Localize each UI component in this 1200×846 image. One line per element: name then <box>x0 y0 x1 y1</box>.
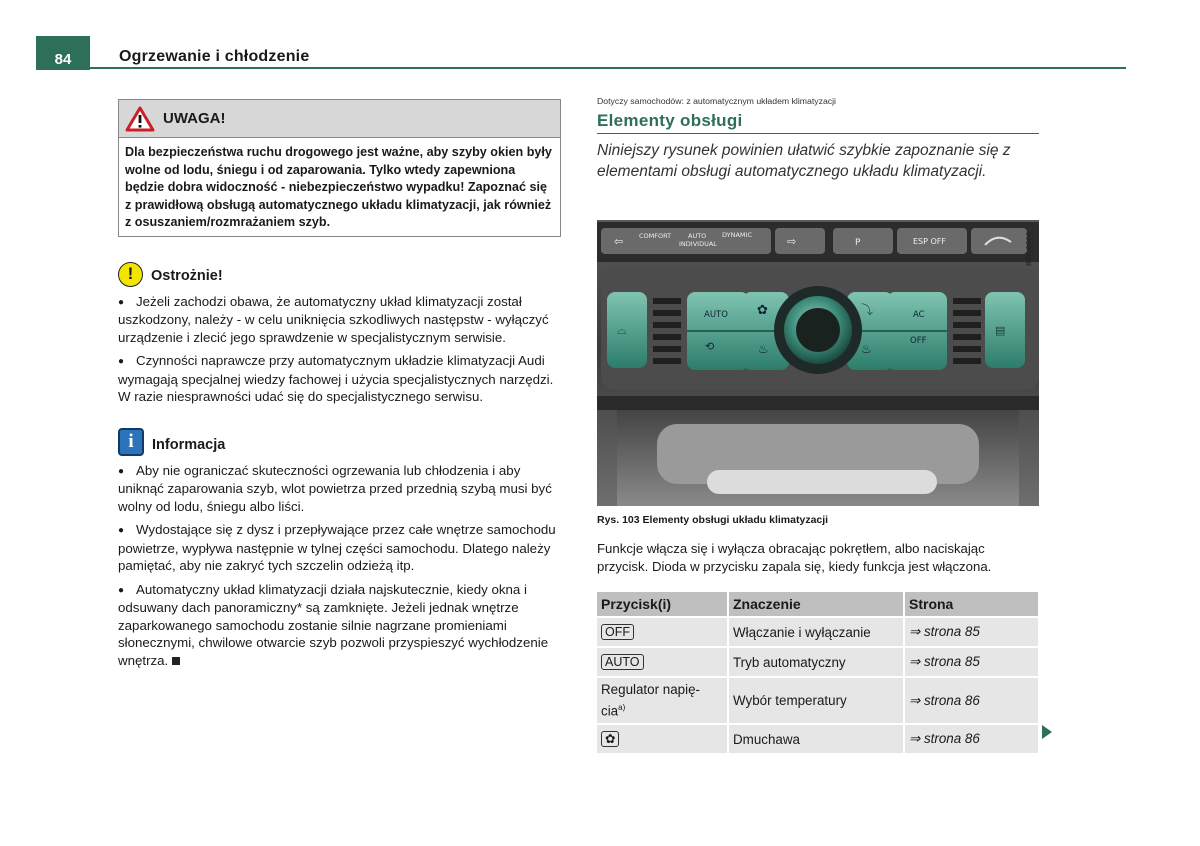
warning-title: UWAGA! <box>163 109 226 127</box>
continue-arrow-icon <box>1042 725 1052 739</box>
mode-left-icon: ⇦ <box>614 235 624 248</box>
bullet-icon: ● <box>118 296 125 308</box>
table-cell-meaning: Tryb automatyczny <box>729 646 905 676</box>
info-item: ● Wydostające się z dysz i przepływające przez całe wnętrze samochodu powietrze, wypływa następnie w tylnej części samochodu. Dlatego należy pamiętać, aby nie zakryć tych szczelin odzieżą itp. <box>118 522 556 573</box>
table-header: Przycisk(i) <box>597 592 729 616</box>
body-text: Funkcje włącza się i wyłącza obracając pokrętłem, albo naciskając przycisk. Dioda w przycisku zapala się, kiedy funkcja jest włączona. <box>597 541 992 574</box>
auto-key-label: AUTO <box>601 654 644 670</box>
photo-label-panel-ac: AC <box>913 310 925 320</box>
recirculation-icon: ⟲ <box>705 340 715 353</box>
table-row <box>597 646 1038 676</box>
table-cell-page: ⇒ strona 85 <box>905 616 1038 646</box>
controls-table <box>597 592 1038 753</box>
chapter-title: Ogrzewanie i chłodzenie <box>119 48 310 65</box>
page-number: 84 <box>36 36 90 70</box>
applies-to: Dotyczy samochodów: z automatycznym układem klimatyzacji <box>597 96 836 106</box>
left-column <box>118 99 561 669</box>
seat-heating-left-icon: ♨ <box>758 342 769 356</box>
photo-label-auto: AUTO <box>688 232 707 240</box>
table-cell-meaning: Włączanie i wyłączanie <box>729 616 905 646</box>
climate-control-photo <box>597 220 1039 506</box>
table-cell-meaning: Wybór temperatury <box>729 676 905 723</box>
info-item: ● Aby nie ograniczać skuteczności ogrzewania lub chłodzenia i aby uniknąć zaparowania szyb, wlot powietrza przed przednią szybą musi być wolny od lodu, śniegu albo liści. <box>118 462 552 514</box>
warning-triangle-icon <box>125 106 155 132</box>
table-header: Znaczenie <box>729 592 905 616</box>
table-cell-page: ⇒ strona 85 <box>905 646 1038 676</box>
table-row <box>597 676 1038 723</box>
bullet-icon: ● <box>118 584 125 596</box>
footnote-marker: a) <box>618 703 626 712</box>
fan-icon: ✿ <box>601 731 619 747</box>
end-mark-icon <box>172 657 180 665</box>
caution-item: ● Jeżeli zachodzi obawa, że automatyczny układ klimatyzacji został uszkodzony, należy - w celu uniknięcia szkodliwych następstw - wyłączyć urządzenie i zlecić jego sprawdzenie w specjalistycznym serwisie. <box>118 293 549 345</box>
photo-label-panel-off: OFF <box>910 336 927 346</box>
seat-heating-right-icon: ♨ <box>861 342 872 356</box>
mode-right-icon: ⇨ <box>787 235 797 248</box>
photo-label-individual: INDIVIDUAL <box>679 240 717 248</box>
info-title: Informacja <box>152 437 226 453</box>
right-column <box>597 96 1039 182</box>
windshield-defrost-icon: ⌓ <box>617 323 627 337</box>
table-cell-button: Regulator napię-cia <box>601 682 701 719</box>
fan-icon: ✿ <box>757 303 768 318</box>
section-title: Elementy obsługi <box>597 111 743 130</box>
warning-box <box>118 99 561 237</box>
info-icon: i <box>118 428 144 456</box>
table-row <box>597 616 1038 646</box>
info-section <box>118 426 561 670</box>
figure-caption: Rys. 103 Elementy obsługi układu klimatyzacji <box>597 514 829 526</box>
air-distribution-icon: ⤵ <box>861 303 874 317</box>
front-defrost-button[interactable] <box>607 292 647 368</box>
info-item: ● Automatyczny układ klimatyzacji działa najskutecznie, kiedy okna i odsuwany dach panoramiczny* są zamknięte. Jeżeli jednak wnętrze zaparkowanego samochodu zostanie silnie nagrzane promieniami słonecznymi, chwilowe otwarcie szyb pozwoli przyspieszyć wychłodzenie wnętrza. <box>118 581 549 668</box>
photo-label-p: P <box>855 238 861 248</box>
intro-text: Niniejszy rysunek powinien ułatwić szybkie zapoznanie się z elementami obsługi automatycznego układu klimatyzacji. <box>597 142 1011 180</box>
warning-header <box>119 100 560 138</box>
table-cell-meaning: Dmuchawa <box>729 723 905 753</box>
caution-section <box>118 257 561 406</box>
caution-exclamation-icon: ! <box>118 262 143 287</box>
photo-label-esp-off: ESP OFF <box>913 237 946 246</box>
table-row <box>597 723 1038 753</box>
photo-code: B8R-0066 <box>1025 231 1033 266</box>
table-header: Strona <box>905 592 1038 616</box>
rear-window-defrost-icon: ▤ <box>995 324 1006 337</box>
bullet-icon: ● <box>118 356 125 367</box>
header-rule <box>90 67 1126 69</box>
bullet-icon: ● <box>118 465 125 477</box>
caution-title: Ostrożnie! <box>151 268 223 284</box>
table-cell-page: ⇒ strona 86 <box>905 676 1038 723</box>
section-rule <box>597 133 1039 134</box>
photo-label-comfort: COMFORT <box>639 232 672 240</box>
off-key-label: OFF <box>601 624 634 640</box>
table-cell-page: ⇒ strona 86 <box>905 723 1038 753</box>
warning-text: Dla bezpieczeństwa ruchu drogowego jest ważne, aby szyby okien były wolne od lodu, śniegu i od zaparowania. Tylko wtedy zapewniona będzie dobra widoczność - niebezpieczeństwo wypadku! Zapoznać się z prawidłową obsługą automatycznego układu klimatyzacji, jak również z osuszaniem/rozmrażaniem szyb. <box>125 145 552 229</box>
photo-label-dynamic: DYNAMIC <box>722 231 752 239</box>
caution-item: ● Czynności naprawcze przy automatycznym układzie klimatyzacji Audi wymagają specjalnej wiedzy fachowej i użycia specjalistycznych narzędzi. W razie niesprawności udać się do specjalistycznego serwisu. <box>118 353 554 404</box>
bullet-icon: ● <box>118 525 125 536</box>
photo-label-panel-auto: AUTO <box>704 310 728 320</box>
